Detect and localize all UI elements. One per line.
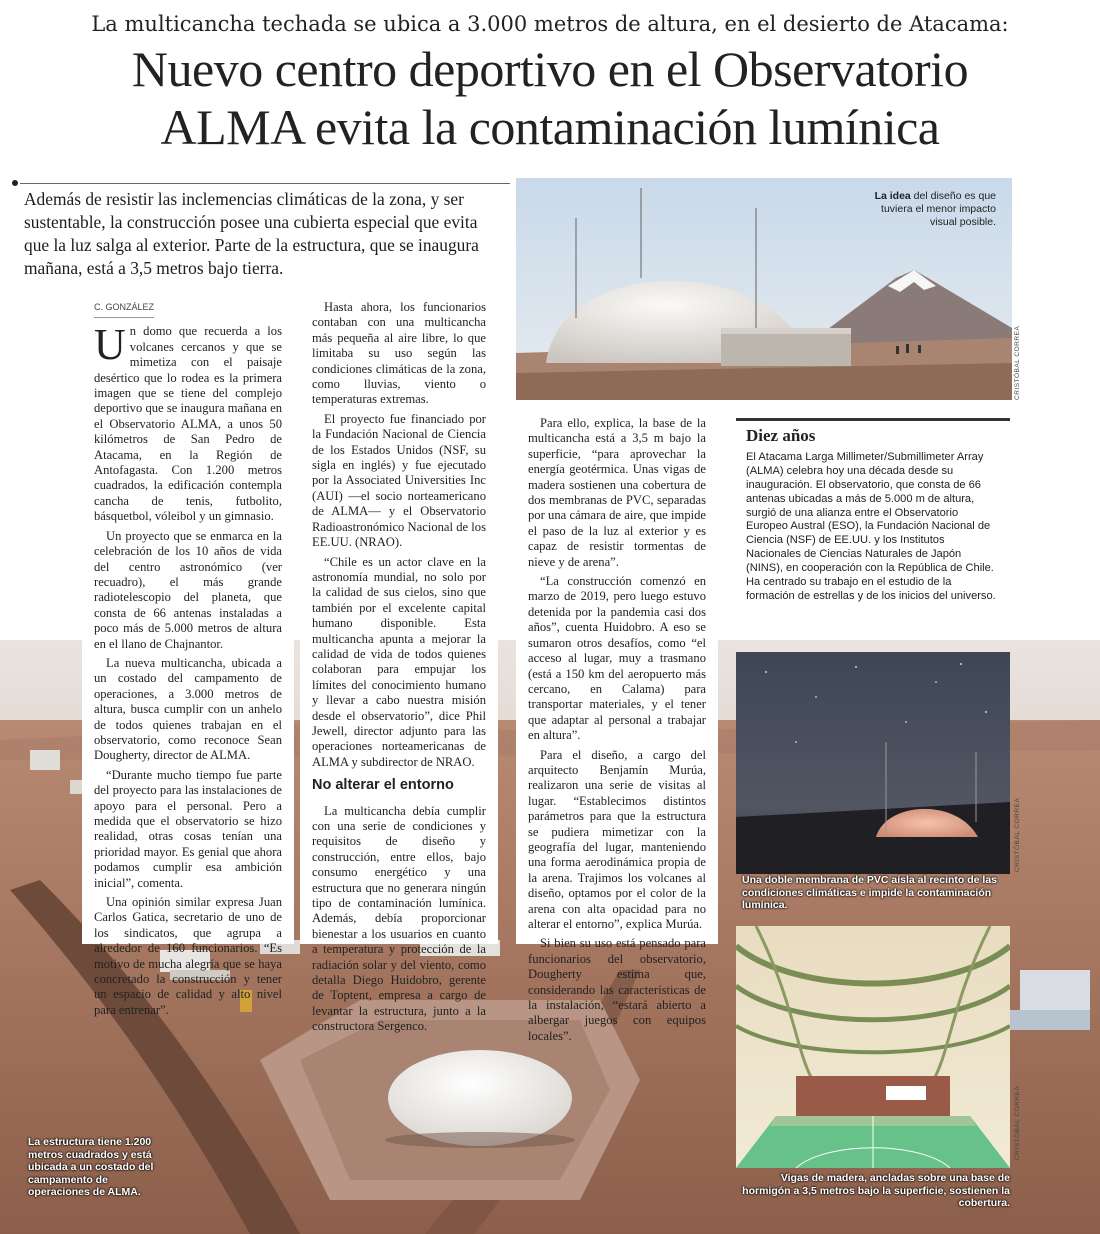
paragraph: La nueva multicancha, ubicada a un costado del campamento de operaciones, a 3.000 metros de altura, busca cumplir con un anhelo de todos quienes trabajan en el observatorio, como reconoce Sean Dougherty, director de ALMA. <box>94 655 282 763</box>
paragraph: El proyecto fue financiado por la Fundación Nacional de Ciencia de los Estados Unidos (NSF, su sigla en inglés) y fue ejecutado por la Associated Universities Inc (AUI) —el socio norteamericano de ALMA— y el Observatorio Radioastronómico Nacional de los EE.UU. (NRAO). <box>312 411 486 550</box>
headline-line-2: ALMA evita la contaminación lumínica <box>160 99 940 155</box>
paragraph: Si bien su uso está pensado para funcionarios del observatorio, Dougherty estima que, considerando las características de la instalación, “estará abierto a albergar juegos con equipos locales”. <box>528 936 706 1043</box>
subheading: No alterar el entorno <box>312 777 454 794</box>
aerial-photo-caption: La estructura tiene 1.200 metros cuadrados y está ubicada a un costado del campamento de operaciones de ALMA. <box>28 1136 154 1198</box>
paragraph: Para ello, explica, la base de la multicancha está a 3,5 m bajo la superficie, “para aprovechar la energía geotérmica. Unas vigas de madera sostienen una cobertura de dos membranas de PVC, separadas por una cámara de aire, que impide el paso de la luz al exterior y es capaz de resistir tormentas de nieve y de arena”. <box>528 416 706 569</box>
paragraph: “Durante mucho tiempo fue parte del proyecto para las instalaciones de apoyo para el personal. Pero a medida que el observatorio se hizo realidad, otras cosas tenían una prioridad mayor. Es genial que ahora podamos cumplir esa ambición inicial”, comenta. <box>94 767 282 890</box>
interior-photo-caption: Vigas de madera, ancladas sobre una base de hormigón a 3,5 metros bajo la superficie, sostienen la cobertura. <box>742 1172 1010 1209</box>
sidebar-title: Diez años <box>746 426 816 445</box>
lead-rule <box>20 183 510 184</box>
sidebar-text: El Atacama Larga Millimeter/Submillimeter Array (ALMA) celebra hoy una década desde su inauguración. El observatorio, que consta de 66 antenas ubicadas a más de 5.000 m de altura, surgió de una alianza entre el Observatorio Europeo Austral (ESO), la Fundación Nacional de Ciencia (NSF) de EE.UU. y los Institutos Nacionales de Ciencias Naturales de Japón (NINS), en cooperación con la República de Chile. Ha centrado su trabajo en el estudio de la formación de estrellas y de los inicios del universo. <box>746 450 996 602</box>
headline <box>0 40 1100 156</box>
paragraph: Hasta ahora, los funcionarios contaban con una multicancha más pequeña al aire libre, lo que limitaba su uso según las condiciones climáticas de la zona, como lluvias, viento o temperaturas extremas. <box>312 300 486 407</box>
lead-bullet <box>12 180 18 186</box>
interior-photo-credit: CRISTÓBAL CORREA <box>1014 1085 1021 1160</box>
night-photo-caption: Una doble membrana de PVC aísla al recinto de las condiciones climáticas e impide la contaminación lumínica. <box>742 874 998 911</box>
drop-cap: U <box>94 320 126 370</box>
headline-line-1: Nuevo centro deportivo en el Observatorio <box>131 41 969 97</box>
paragraph: “Chile es un actor clave en la astronomía mundial, no solo por la calidad de sus cielos, sino que también por el excelente capital humano disponible. Esta multicancha apunta a mejorar la calidad de vida de todos quienes colaboran para empujar los límites del conocimiento humano y llevar a cabo nuestra misión desde el observatorio”, dice Phil Jewell, director adjunto para las operaciones norteamericanas de ALMA y subdirector de NRAO. <box>312 554 486 769</box>
sidebar-box <box>736 418 1010 608</box>
night-dome-photo <box>736 652 1010 874</box>
dome-photo-caption: La idea del diseño es que tuviera el menor impacto visual posible. <box>874 190 996 228</box>
article-column-2 <box>300 292 498 1034</box>
kicker: La multicancha techada se ubica a 3.000 metros de altura, en el desierto de Atacama: <box>91 12 1009 36</box>
article-column-1 <box>82 292 294 1017</box>
paragraph: Un domo que recuerda a los volcanes cercanos y que se mimetiza con el paisaje desértico que lo rodea es la primera imagen que se tiene del complejo deportivo que se inaugura mañana en el Observatorio ALMA, a unos 50 kilómetros de San Pedro de Atacama, en la Región de Antofagasta. Con 1.200 metros cuadrados, la edificación contempla cancha de tenis, futbolito, básquetbol, vóleibol y un gimnasio. <box>94 320 282 524</box>
dome-photo-credit: CRISTÓBAL CORREA <box>1014 325 1021 400</box>
paragraph: “La construcción comenzó en marzo de 2019, pero luego estuvo detenida por la pandemia casi dos años”, cuenta Huidobro. A eso se sumaron otros desafíos, como “el acceso al lugar, muy a trasmano (está a 150 km del aeropuerto más cercano, en Calama) para transportar materiales, y el tener que adaptar al personal a trabajar en altura”. <box>528 574 706 743</box>
paragraph: Una opinión similar expresa Juan Carlos Gatica, secretario de uno de los sindicatos, que agrupa a alrededor de 160 funcionarios. “Es motivo de mucha alegría que se haya concretado la construcción y tener un espacio de calidad y alto nivel para entrenar”. <box>94 895 282 1017</box>
lead-paragraph: Además de resistir las inclemencias climáticas de la zona, y ser sustentable, la construcción posee una cubierta especial que evita que la luz salga al exterior. Parte de la estructura, que se inaugura mañana, está a 3,5 metros bajo tierra. <box>24 189 479 278</box>
article-column-3 <box>516 408 718 1043</box>
night-photo-credit: CRISTÓBAL CORREA <box>1014 797 1021 872</box>
paragraph: Para el diseño, a cargo del arquitecto Benjamín Murúa, realizaron una serie de visitas al lugar. “Establecimos distintos parámetros para que la estructura se pudiera mimetizar con la geografía del lugar, manteniendo una forma aerodinámica propia de la arena. Trajimos los volcanes al diseño, optamos por el color de la arena con alta opacidad para no alterar el entorno”, explica Murúa. <box>528 747 706 931</box>
interior-court-photo <box>736 926 1010 1168</box>
paragraph: La multicancha debía cumplir con una serie de condiciones y requisitos de diseño y construcción, entre ellos, bajo consumo energético y una estructura que no generara ningún tipo de contaminación lumínica. Además, debía proporcionar bienestar a los usuarios en cuanto a temperatura y protección de la radiación solar y del viento, como detalla Diego Huidobro, gerente de Toptent, empresa a cargo de levantar la estructura, junto a la constructora Sergenco. <box>312 803 486 1034</box>
byline: C. GONZÁLEZ <box>94 300 154 318</box>
paragraph: Un proyecto que se enmarca en la celebración de los 10 años de vida del centro astronómico (ver recuadro), el más grande radiotelescopio del planeta, que consta de 66 antenas instaladas a poco más de 5.000 metros de altura en el llano de Chajnantor. <box>94 528 282 651</box>
